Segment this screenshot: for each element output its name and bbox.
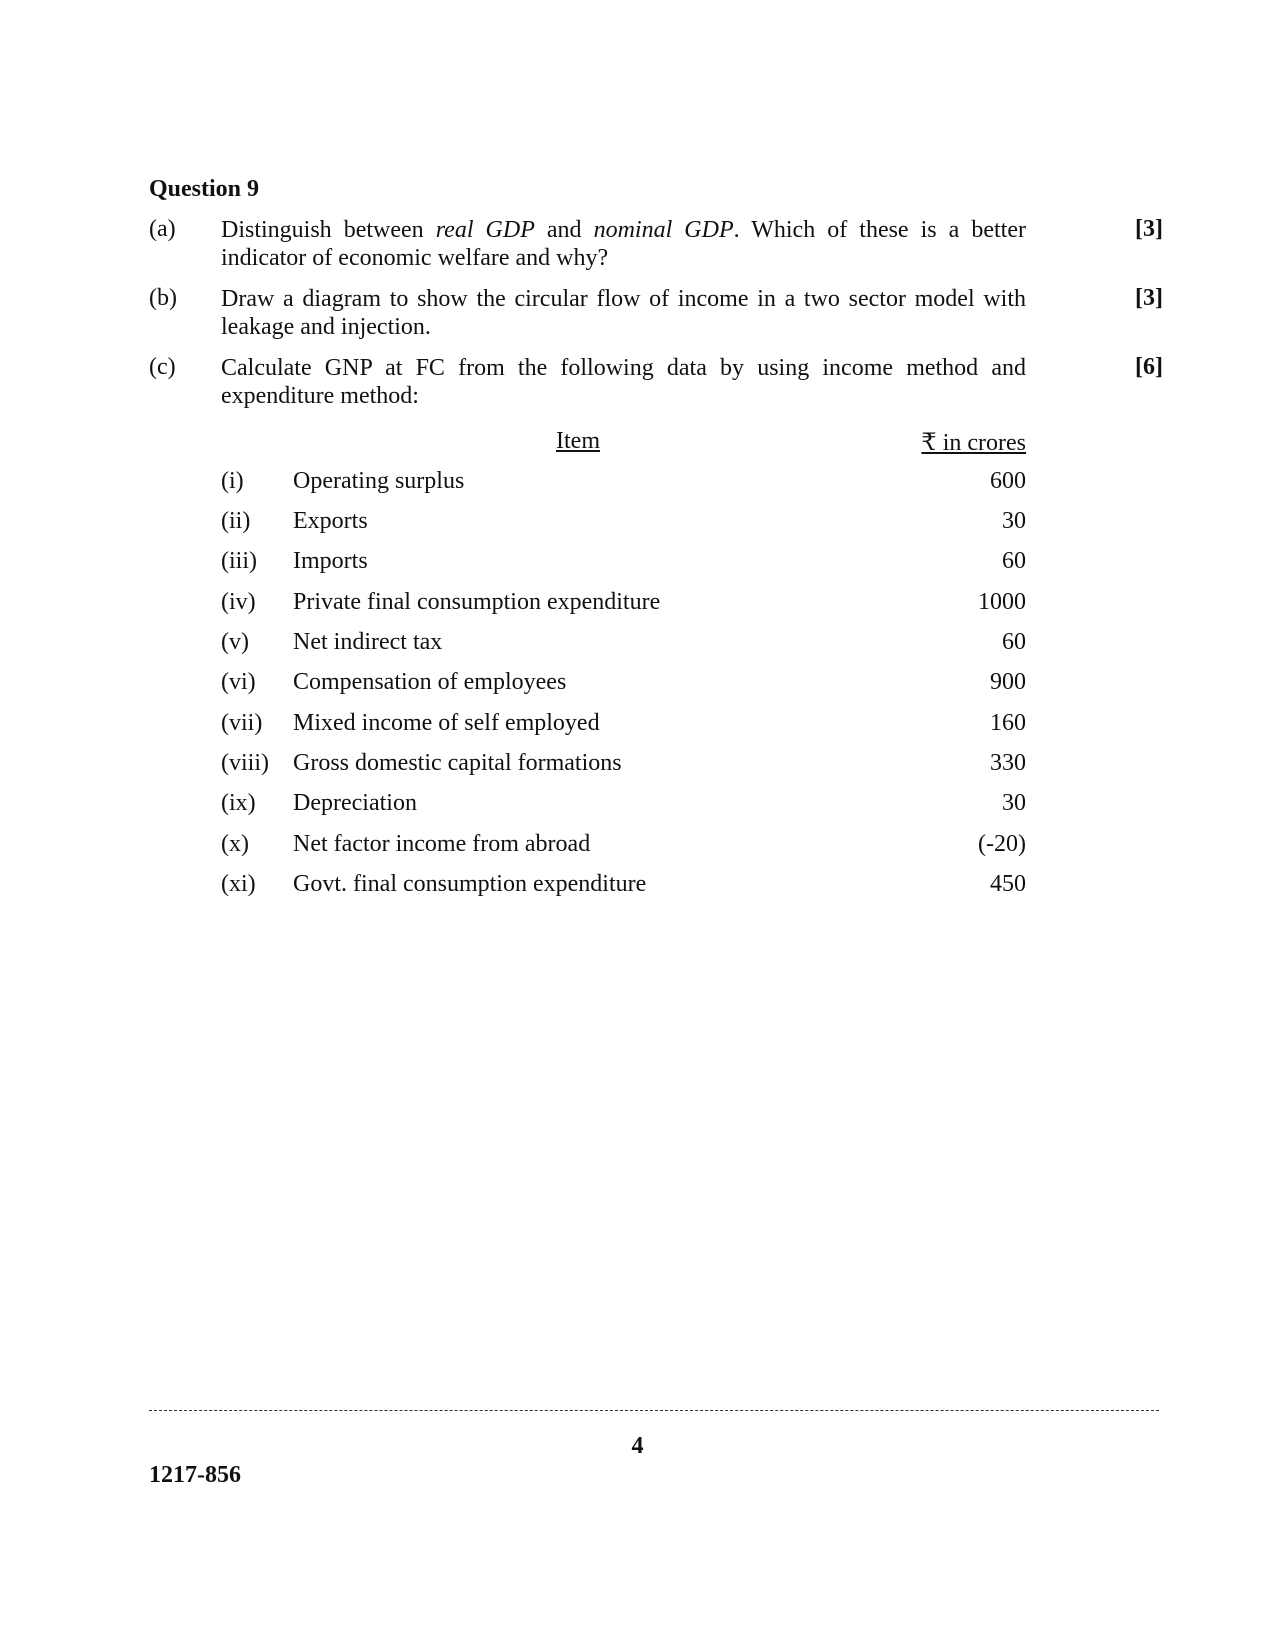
table-row <box>221 468 1026 498</box>
part-a-text: Distinguish between real GDP and nominal GDP. Which of these is a better indicator of economic welfare and why? <box>221 217 1026 271</box>
table-row <box>221 750 1026 780</box>
row-number: (xi) <box>221 871 256 897</box>
part-a-marks: [3] <box>1135 216 1163 242</box>
table-row <box>221 548 1026 578</box>
table-row <box>221 790 1026 820</box>
row-item: Operating surplus <box>293 468 465 494</box>
row-item: Imports <box>293 548 368 574</box>
row-number: (i) <box>221 468 244 494</box>
row-value: 600 <box>990 468 1026 494</box>
part-b-label: (b) <box>149 285 177 311</box>
row-number: (x) <box>221 831 249 857</box>
row-value: 450 <box>990 871 1026 897</box>
table-row <box>221 629 1026 659</box>
row-number: (vi) <box>221 669 256 695</box>
row-value: 30 <box>1002 508 1026 534</box>
part-b-marks: [3] <box>1135 285 1163 311</box>
row-item: Compensation of employees <box>293 669 567 695</box>
table-header-unit: ₹ in crores <box>921 430 1026 456</box>
row-number: (vii) <box>221 710 263 736</box>
row-value: 60 <box>1002 629 1026 655</box>
row-value: 900 <box>990 669 1026 695</box>
row-number: (viii) <box>221 750 269 776</box>
table-header-item: Item <box>556 428 600 454</box>
row-item: Exports <box>293 508 368 534</box>
row-value: 1000 <box>978 589 1026 615</box>
row-value: 60 <box>1002 548 1026 574</box>
row-value: 30 <box>1002 790 1026 816</box>
row-value: (-20) <box>978 831 1026 857</box>
row-item: Net factor income from abroad <box>293 831 591 857</box>
table-row <box>221 508 1026 538</box>
part-b-text: Draw a diagram to show the circular flow of income in a two sector model with leakage and injection. <box>221 286 1026 340</box>
row-number: (v) <box>221 629 249 655</box>
row-number: (iii) <box>221 548 257 574</box>
row-item: Gross domestic capital formations <box>293 750 622 776</box>
row-item: Net indirect tax <box>293 629 443 655</box>
row-item: Mixed income of self employed <box>293 710 600 736</box>
table-row <box>221 669 1026 699</box>
row-item: Private final consumption expenditure <box>293 589 661 615</box>
paper-code: 1217-856 <box>149 1462 241 1488</box>
part-a-term-real-gdp: real GDP <box>435 217 535 243</box>
question-heading: Question 9 <box>149 176 260 202</box>
row-number: (iv) <box>221 589 256 615</box>
table-row <box>221 871 1026 901</box>
part-c-marks: [6] <box>1135 354 1163 380</box>
part-a-label: (a) <box>149 216 176 242</box>
part-c-label: (c) <box>149 354 176 380</box>
row-item: Govt. final consumption expenditure <box>293 871 647 897</box>
page-number: 4 <box>631 1433 644 1459</box>
part-c-text: Calculate GNP at FC from the following data by using income method and expenditure method: <box>221 355 1026 409</box>
row-item: Depreciation <box>293 790 417 816</box>
table-row <box>221 710 1026 740</box>
row-number: (ix) <box>221 790 256 816</box>
footer-divider <box>149 1410 1159 1411</box>
row-value: 330 <box>990 750 1026 776</box>
part-a-term-nominal-gdp: nominal GDP <box>593 217 734 243</box>
table-row <box>221 831 1026 861</box>
row-value: 160 <box>990 710 1026 736</box>
row-number: (ii) <box>221 508 251 534</box>
table-row <box>221 589 1026 619</box>
